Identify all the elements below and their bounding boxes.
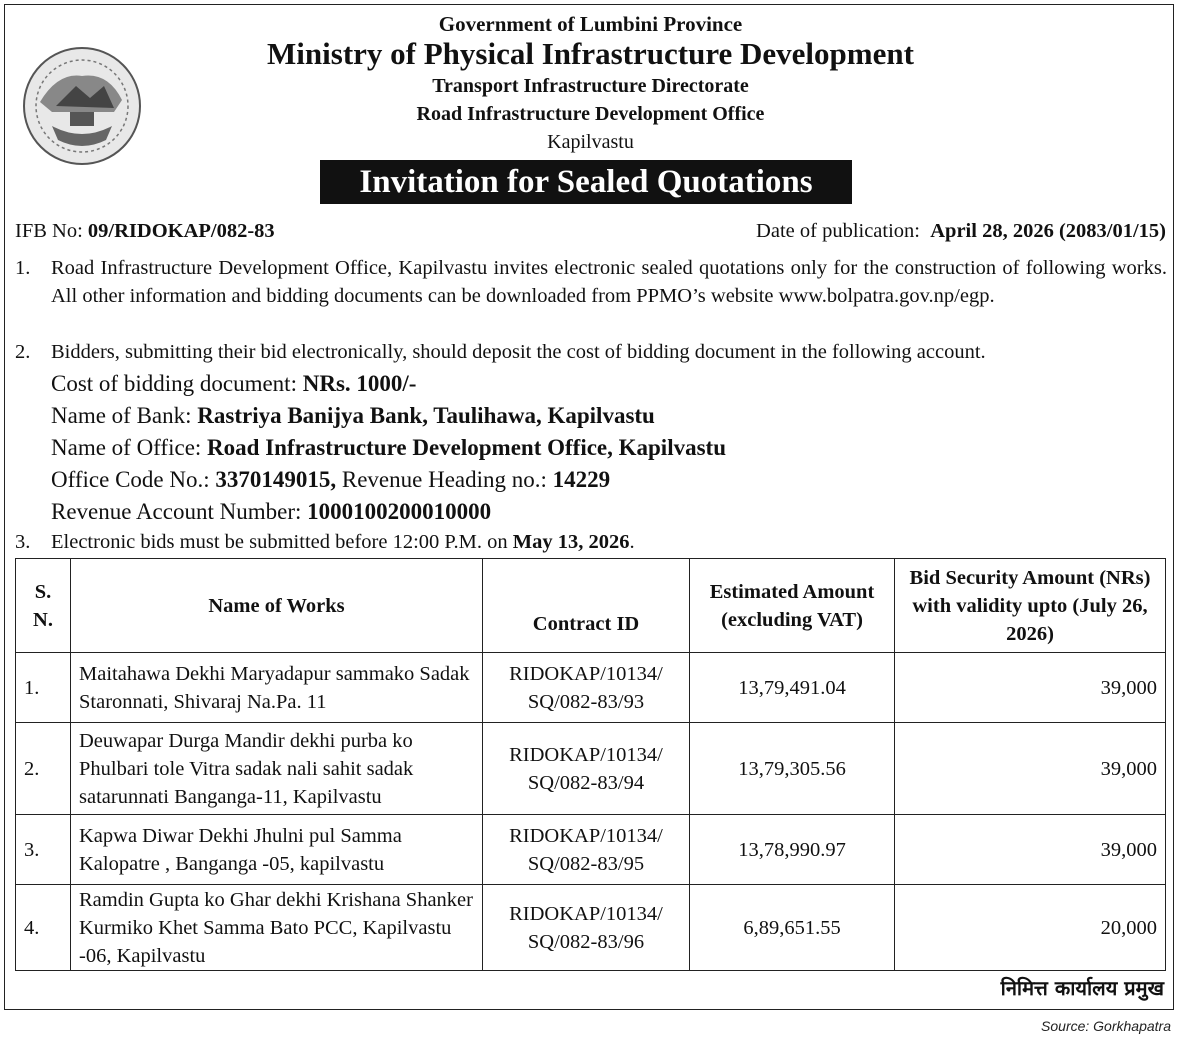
item-text xyxy=(51,528,1167,556)
office-account-label: Name of Office: xyxy=(51,435,202,460)
header-works: Name of Works xyxy=(71,559,483,653)
deadline-date: May 13, 2026 xyxy=(512,531,630,553)
cell-work: Maitahawa Dekhi Maryadapur sammako Sadak Staronnati, Shivaraj Na.Pa. 11 xyxy=(71,653,483,723)
notice-title-banner: Invitation for Sealed Quotations xyxy=(320,160,852,204)
office-code-value: 3370149015, xyxy=(215,467,337,492)
office-account-value: Road Infrastructure Development Office, Kapilvastu xyxy=(207,435,726,460)
cell-security: 39,000 xyxy=(895,653,1166,723)
signature-line: निमित्त कार्यालय प्रमुख xyxy=(1000,976,1164,1000)
cost-value: NRs. 1000/- xyxy=(302,371,417,396)
table-row xyxy=(16,653,1166,723)
works-table xyxy=(15,558,1166,971)
publication-date xyxy=(756,221,1166,242)
office-code xyxy=(51,468,610,491)
item-text: Road Infrastructure Development Office, Kapilvastu invites electronic sealed quotations only for the construction of following works. All other information and bidding documents can be downloaded from PPMO’s website www.bolpatra.gov.np/egp. xyxy=(51,257,1167,307)
cell-contract-id: RIDOKAP/10134/ SQ/082-83/95 xyxy=(483,815,690,885)
item-number: 2. xyxy=(15,341,31,363)
cell-work: Deuwapar Durga Mandir dekhi purba ko Phulbari tole Vitra sadak nali sahit sadak satarunnati Banganga-11, Kapilvastu xyxy=(71,723,483,815)
table-row xyxy=(16,815,1166,885)
list-item xyxy=(15,254,1167,310)
header-bid-security: Bid Security Amount (NRs) with validity upto (July 26, 2026) xyxy=(895,559,1166,653)
ifb-number xyxy=(15,221,275,242)
office-account-name xyxy=(51,436,726,459)
revenue-heading-value: 14229 xyxy=(552,467,611,492)
cell-security: 39,000 xyxy=(895,815,1166,885)
header-contract-id: Contract ID xyxy=(483,559,690,653)
bank-name xyxy=(51,404,655,427)
item-number: 3. xyxy=(15,531,31,553)
cell-estimate: 13,78,990.97 xyxy=(690,815,895,885)
cost-of-bidding-document xyxy=(51,372,416,395)
deadline-text: Electronic bids must be submitted before 12:00 P.M. on xyxy=(51,531,508,553)
table-row xyxy=(16,885,1166,971)
ifb-value: 09/RIDOKAP/082-83 xyxy=(87,220,275,242)
cell-estimate: 13,79,305.56 xyxy=(690,723,895,815)
list-item xyxy=(15,528,1167,556)
cell-sn: 1. xyxy=(16,653,71,723)
office-location: Kapilvastu xyxy=(547,131,634,153)
list-item xyxy=(15,338,1167,366)
cell-sn: 4. xyxy=(16,885,71,971)
item-text: Bidders, submitting their bid electronically, should deposit the cost of bidding document in the following account. xyxy=(51,341,986,363)
ministry-name: Ministry of Physical Infrastructure Development xyxy=(267,36,914,71)
cell-contract-id: RIDOKAP/10134/ SQ/082-83/93 xyxy=(483,653,690,723)
revenue-account-number xyxy=(51,500,491,523)
government-name: Government of Lumbini Province xyxy=(438,12,743,36)
bank-label: Name of Bank: xyxy=(51,403,192,428)
publication-value: April 28, 2026 (2083/01/15) xyxy=(930,220,1166,242)
revenue-account-label: Revenue Account Number: xyxy=(51,499,302,524)
revenue-account-value: 1000100200010000 xyxy=(307,499,492,524)
cell-contract-id: RIDOKAP/10134/ SQ/082-83/94 xyxy=(483,723,690,815)
cell-estimate: 6,89,651.55 xyxy=(690,885,895,971)
cell-work: Ramdin Gupta ko Ghar dekhi Krishana Shanker Kurmiko Khet Samma Bato PCC, Kapilvastu -06, Kapilvastu xyxy=(71,885,483,971)
deadline-end: . xyxy=(629,531,635,553)
cell-contract-id: RIDOKAP/10134/ SQ/082-83/96 xyxy=(483,885,690,971)
table-header-row xyxy=(16,559,1166,653)
source-credit: Source: Gorkhapatra xyxy=(1041,1018,1171,1034)
cost-label: Cost of bidding document: xyxy=(51,371,297,396)
bank-value: Rastriya Banijya Bank, Taulihawa, Kapilvastu xyxy=(197,403,655,428)
cell-estimate: 13,79,491.04 xyxy=(690,653,895,723)
cell-work: Kapwa Diwar Dekhi Jhulni pul Samma Kalopatre , Banganga -05, kapilvastu xyxy=(71,815,483,885)
cell-security: 20,000 xyxy=(895,885,1166,971)
publication-label: Date of publication: xyxy=(756,220,920,242)
office-code-label: Office Code No.: xyxy=(51,467,210,492)
cell-sn: 3. xyxy=(16,815,71,885)
office-name: Road Infrastructure Development Office xyxy=(416,103,765,125)
ifb-label: IFB No: xyxy=(15,220,83,242)
header-estimated-amount: Estimated Amount (excluding VAT) xyxy=(690,559,895,653)
revenue-heading-label: Revenue Heading no.: xyxy=(341,467,547,492)
header-sn: S. N. xyxy=(16,559,71,653)
directorate-name: Transport Infrastructure Directorate xyxy=(432,75,749,97)
cell-security: 39,000 xyxy=(895,723,1166,815)
item-number: 1. xyxy=(15,257,31,279)
cell-sn: 2. xyxy=(16,723,71,815)
table-row xyxy=(16,723,1166,815)
